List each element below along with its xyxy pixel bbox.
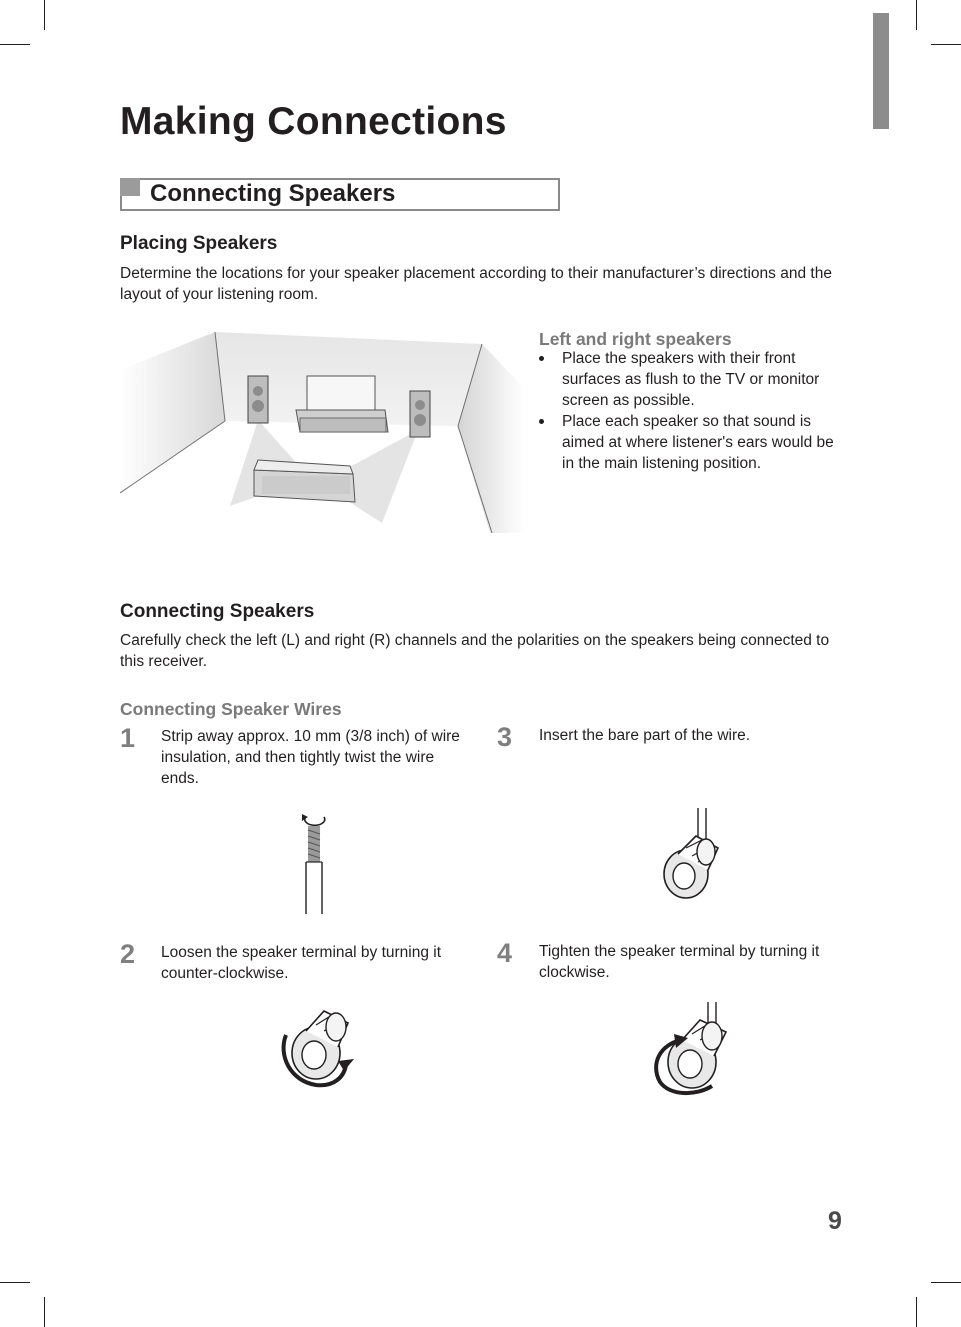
loosen-terminal-illustration — [276, 1005, 366, 1089]
placing-heading: Placing Speakers — [120, 233, 278, 254]
page-number: 9 — [828, 1207, 842, 1235]
lr-speakers-heading: Left and right speakers — [539, 329, 732, 349]
connecting-heading: Connecting Speakers — [120, 601, 315, 622]
page-title: Making Connections — [120, 100, 507, 143]
placing-description: Determine the locations for your speaker placement according to their manufacturer’s directions and the layout of your listening room. — [120, 265, 832, 303]
bullet-dot — [539, 356, 544, 361]
bullet-dot — [539, 419, 544, 424]
crop-mark — [44, 0, 45, 30]
crop-mark — [916, 1297, 917, 1327]
step-number: 1 — [120, 723, 136, 753]
step-text: Tighten the speaker terminal by turning it clockwise. — [539, 943, 820, 981]
wires-subheading: Connecting Speaker Wires — [120, 699, 342, 719]
chapter-tab — [873, 13, 889, 129]
crop-mark — [931, 44, 961, 45]
lr-speakers-bullets — [539, 348, 844, 474]
crop-mark — [931, 1282, 961, 1283]
step-text: Strip away approx. 10 mm (3/8 inch) of wire insulation, and then tightly twist the wire ends. — [161, 728, 460, 787]
twist-wire-illustration — [294, 808, 334, 916]
room-illustration — [120, 328, 524, 533]
bullet-item: Place the speakers with their front surfaces as flush to the TV or monitor screen as possible. — [539, 348, 844, 411]
crop-mark — [44, 1297, 45, 1327]
step-text: Loosen the speaker terminal by turning it counter-clockwise. — [161, 944, 442, 982]
step-text: Insert the bare part of the wire. — [539, 727, 751, 744]
crop-mark — [916, 0, 917, 30]
step-number: 4 — [497, 938, 513, 968]
tighten-terminal-illustration — [648, 1000, 740, 1098]
insert-wire-illustration — [660, 808, 726, 902]
section-title: Connecting Speakers — [150, 180, 396, 207]
bullet-item: Place each speaker so that sound is aimed at where listener's ears would be in the main listening position. — [539, 411, 844, 474]
crop-mark — [0, 1282, 30, 1283]
step-number: 2 — [120, 939, 136, 969]
connecting-description: Carefully check the left (L) and right (R) channels and the polarities on the speakers being connected to this receiver. — [120, 632, 830, 670]
crop-mark — [0, 44, 30, 45]
section-square-icon — [120, 178, 140, 196]
step-number: 3 — [497, 722, 513, 752]
